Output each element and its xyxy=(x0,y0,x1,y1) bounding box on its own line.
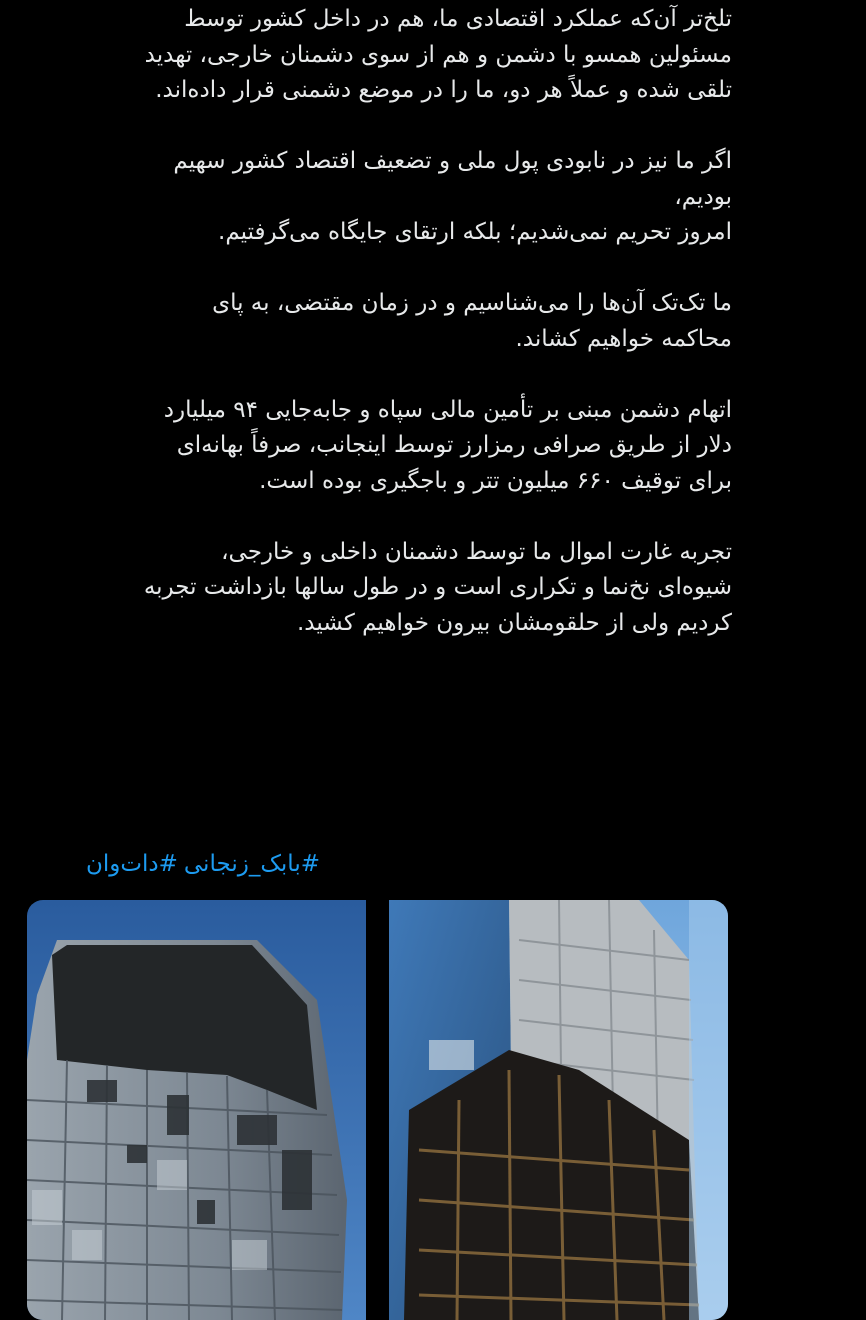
text-line: مسئولین همسو با دشمن و هم از سوی دشمنان خارجی، تهدید xyxy=(144,41,732,68)
burned-building-facade-photo xyxy=(389,900,728,1320)
media-grid xyxy=(27,900,728,1320)
tweet-paragraph xyxy=(28,393,732,500)
text-line: امروز تحریم نمی‌شدیم؛ بلکه ارتقای جایگاه می‌گرفتیم. xyxy=(218,219,732,245)
text-line: برای توقیف ۶۶۰ میلیون تتر و باجگیری بوده است. xyxy=(259,467,732,494)
photo-left[interactable] xyxy=(27,900,366,1320)
tweet-paragraph xyxy=(28,286,732,357)
photo-right[interactable] xyxy=(389,900,728,1320)
text-line: ما تک‌تک آن‌ها را می‌شناسیم و در زمان مقتضی، به پای xyxy=(212,290,732,316)
text-line: اتهام دشمن مبنی بر تأمین مالی سپاه و جابه‌جایی ۹۴ میلیارد xyxy=(163,396,732,423)
text-line: شیوه‌ای نخ‌نما و تکراری است و در طول سالها بازداشت تجربه xyxy=(143,574,732,600)
tweet-paragraph xyxy=(28,2,732,109)
text-line: محاکمه خواهیم کشاند. xyxy=(515,325,732,352)
burned-tower-photo xyxy=(27,900,366,1320)
text-line: اگر ما نیز در نابودی پول ملی و تضعیف اقتصاد کشور سهیم xyxy=(173,148,732,174)
text-line: تلخ‌تر آن‌که عملکرد اقتصادی ما، هم در داخل کشور توسط xyxy=(184,6,732,32)
hashtag-link[interactable]: #دات‌وان xyxy=(85,851,178,877)
text-line: تجربه غارت اموال ما توسط دشمنان داخلی و خارجی، xyxy=(221,538,732,565)
tweet-paragraph xyxy=(28,535,732,642)
hashtag-row xyxy=(80,846,320,882)
text-line: تلقی شده و عملاً هر دو، ما را در موضع دشمنی قرار داده‌اند. xyxy=(155,77,732,103)
text-line: کردیم ولی از حلقومشان بیرون خواهیم کشید. xyxy=(296,609,732,636)
hashtag-link[interactable]: #بابک_زنجانی xyxy=(183,851,320,877)
text-line: دلار از طریق صرافی رمزارز توسط اینجانب، صرفاً بهانه‌ای xyxy=(176,432,732,458)
text-line: بودیم، xyxy=(674,183,732,210)
tweet-paragraph xyxy=(28,144,732,251)
tweet-text xyxy=(28,2,732,677)
